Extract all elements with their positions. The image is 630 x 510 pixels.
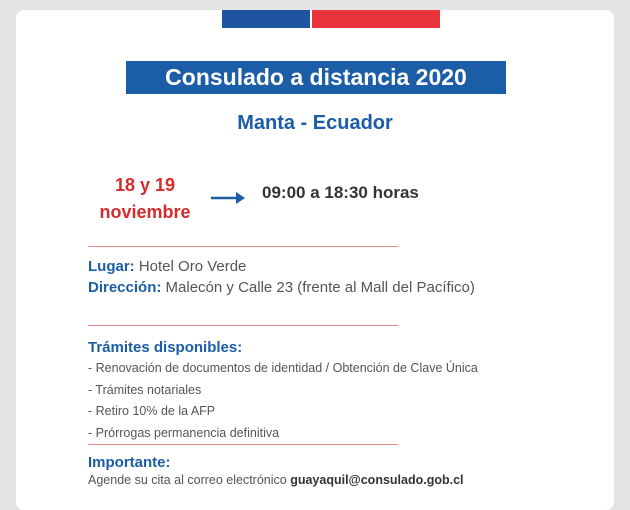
page-title: Consulado a distancia 2020 bbox=[126, 61, 506, 94]
location-subtitle: Manta - Ecuador bbox=[237, 112, 393, 134]
importante-message: Agende su cita al correo electrónico bbox=[88, 473, 291, 487]
divider bbox=[88, 444, 398, 445]
event-date-days: 18 y 19 bbox=[114, 175, 176, 195]
list-item: - Retiro 10% de la AFP bbox=[88, 404, 216, 418]
email-address: guayaquil@consulado.gob.cl bbox=[290, 473, 464, 487]
list-item: - Renovación de documentos de identidad / Obtención de Clave Única bbox=[88, 361, 478, 375]
direccion-value: Malecón y Calle 23 (frente al Mall del Pacífico) bbox=[165, 279, 475, 296]
lugar-row bbox=[88, 258, 246, 275]
flag-blue-stripe bbox=[222, 10, 310, 28]
list-item: - Trámites notariales bbox=[88, 382, 202, 397]
direccion-row bbox=[88, 279, 475, 296]
list-item: - Prórrogas permanencia definitiva bbox=[88, 425, 280, 440]
arrow-right-icon bbox=[210, 190, 246, 206]
lugar-value: Hotel Oro Verde bbox=[138, 258, 247, 275]
importante-title: Importante: bbox=[88, 454, 171, 471]
flag-red-stripe bbox=[312, 10, 440, 28]
event-date-month: noviembre bbox=[99, 202, 191, 222]
importante-text bbox=[88, 473, 464, 487]
divider bbox=[88, 325, 398, 326]
event-hours: 09:00 a 18:30 horas bbox=[262, 183, 419, 202]
tramites-list bbox=[88, 360, 478, 446]
event-dates bbox=[85, 172, 205, 226]
divider bbox=[88, 246, 398, 247]
tramites-title: Trámites disponibles: bbox=[88, 339, 243, 356]
lugar-label: Lugar: bbox=[88, 258, 135, 275]
direccion-label: Dirección: bbox=[88, 279, 162, 296]
